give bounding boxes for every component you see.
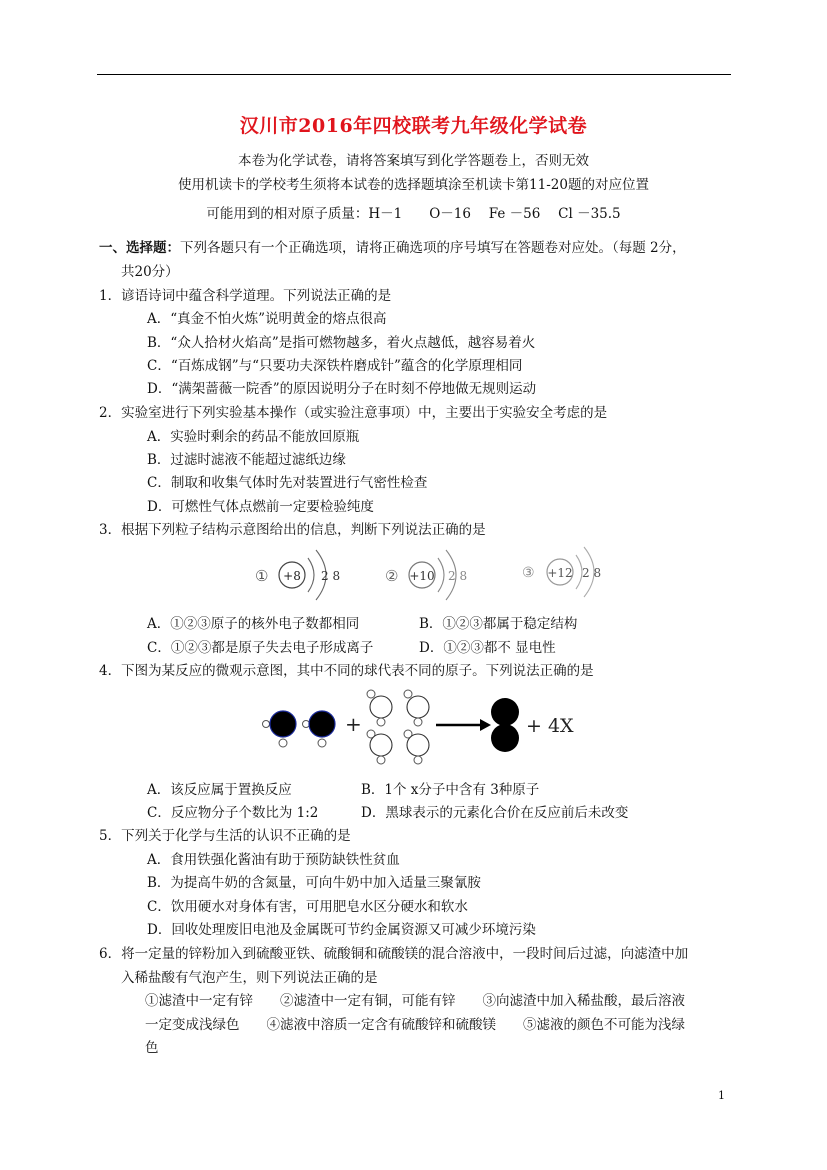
q6-items-line-1: ①滤渣中一定有锌 ②滤渣中一定有铜，可能有锌 ③向滤渣中加入稀盐酸，最后溶液 <box>145 993 685 1009</box>
notice-line-1: 本卷为化学试卷，请将答案填写到化学答题卷上，否则无效 <box>238 153 589 169</box>
section-instruction-cont: 共20分） <box>121 264 179 280</box>
q1-option-d: D．“满架蔷薇一院香”的原因说明分子在时刻不停地做无规则运动 <box>147 381 537 397</box>
q1-option-b: B．“众人拾材火焰高”是指可燃物越多，着火点越低，越容易着火 <box>147 335 536 351</box>
ion-3-label: ③ <box>522 565 535 581</box>
reactant-black-molecule-1 <box>263 711 297 747</box>
ion-1-label: ① <box>255 567 269 585</box>
q2-option-d: D．可燃性气体点燃前一定要检验纯度 <box>147 499 374 515</box>
product-4x-label: + 4X <box>526 715 574 737</box>
exam-title: 汉川市2016年四校联考九年级化学试卷 <box>239 115 588 137</box>
q1-stem: 1．谚语诗词中蕴含科学道理。下列说法正确的是 <box>99 288 392 304</box>
reactant-white-molecule-3 <box>367 730 392 764</box>
ion-diagram-3 <box>522 547 601 597</box>
q2-stem: 2．实验室进行下列实验基本操作（或实验注意事项）中，主要出于实验安全考虑的是 <box>99 405 608 421</box>
ion-diagram-1 <box>255 550 340 600</box>
ion-2-nucleus: +10 <box>409 569 435 583</box>
q1-option-c: C．“百炼成钢”与“只要功夫深铁杵磨成针”蕴含的化学原理相同 <box>147 358 523 374</box>
section-heading-line <box>99 236 686 256</box>
q6-stem: 6．将一定量的锌粉加入到硫酸亚铁、硫酸铜和硫酸镁的混合溶液中，一段时间后过滤，向滤渣中加 <box>99 946 689 962</box>
q5-option-d: D．回收处理废旧电池及金属既可节约金属资源又可减少环境污染 <box>147 922 536 938</box>
ion-1-shells: 2 8 <box>321 569 341 583</box>
atomic-masses: 可能用到的相对原子质量：H－1 O－16 Fe －56 Cl －35.5 <box>206 206 621 222</box>
section-instruction: 下列各题只有一个正确选项，请将正确选项的序号填写在答题卷对应处。（每题 2分， <box>180 240 686 256</box>
page-number: 1 <box>718 1089 725 1102</box>
ion-3-shells: 2 8 <box>582 566 602 580</box>
product-black-molecule <box>491 698 519 752</box>
ion-diagram-2 <box>385 550 467 600</box>
q1-option-a: A．“真金不怕火炼”说明黄金的熔点很高 <box>147 311 387 327</box>
q5-stem: 5．下列关于化学与生活的认识不正确的是 <box>99 828 351 844</box>
q2-option-a: A．实验时剩余的药品不能放回原瓶 <box>147 429 360 445</box>
q6-stem-cont: 入稀盐酸有气泡产生，则下列说法正确的是 <box>121 970 378 986</box>
ion-structure-diagram <box>250 540 630 612</box>
q4-stem: 4．下图为某反应的微观示意图，其中不同的球代表不同的原子。下列说法正确的是 <box>99 663 594 679</box>
q5-option-c: C．饮用硬水对身体有害，可用肥皂水区分硬水和软水 <box>147 899 468 915</box>
reactant-black-molecule-2 <box>303 711 336 747</box>
ion-2-shells: 2 8 <box>448 569 468 583</box>
q3-option-a: A．①②③原子的核外电子数都相同 <box>147 616 360 632</box>
q3-option-d: D．①②③都不 显电性 <box>419 640 556 656</box>
q4-option-c: C．反应物分子个数比为 1:2 <box>147 805 319 821</box>
q5-option-a: A．食用铁强化酱油有助于预防缺铁性贫血 <box>147 852 400 868</box>
reactant-white-molecule-2 <box>404 690 429 726</box>
reaction-micro-diagram <box>258 685 588 765</box>
ion-2-label: ② <box>385 567 399 585</box>
q2-option-b: B．过滤时滤液不能超过滤纸边缘 <box>147 452 346 468</box>
q5-option-b: B．为提高牛奶的含氮量，可向牛奶中加入适量三聚氰胺 <box>147 875 481 891</box>
q3-option-b: B．①②③都属于稳定结构 <box>419 616 578 632</box>
header-rule <box>97 74 731 75</box>
reactant-white-molecule-4 <box>404 730 429 764</box>
q4-option-a: A．该反应属于置换反应 <box>147 782 292 798</box>
ion-3-nucleus: +12 <box>547 566 573 580</box>
q3-option-c: C．①②③都是原子失去电子形成离子 <box>147 640 374 656</box>
notice-line-2: 使用机读卡的学校考生须将本试卷的选择题填涂至机读卡第11-20题的对应位置 <box>178 177 649 193</box>
reactant-plus-sign: + <box>345 712 362 736</box>
q6-items-line-3: 色 <box>145 1040 159 1056</box>
section-heading: 一、选择题： <box>99 240 180 256</box>
q4-option-d: D．黑球表示的元素化合价在反应前后未改变 <box>361 805 629 821</box>
reaction-arrow <box>436 719 491 731</box>
reactant-white-molecule-1 <box>367 690 392 726</box>
ion-1-nucleus: +8 <box>283 569 301 583</box>
q3-stem: 3．根据下列粒子结构示意图给出的信息，判断下列说法正确的是 <box>99 522 486 538</box>
q4-option-b: B．1个 x分子中含有 3种原子 <box>361 782 540 798</box>
q6-items-line-2: 一定变成浅绿色 ④滤液中溶质一定含有硫酸锌和硫酸镁 ⑤滤液的颜色不可能为浅绿 <box>145 1017 685 1033</box>
q2-option-c: C．制取和收集气体时先对装置进行气密性检查 <box>147 475 428 491</box>
